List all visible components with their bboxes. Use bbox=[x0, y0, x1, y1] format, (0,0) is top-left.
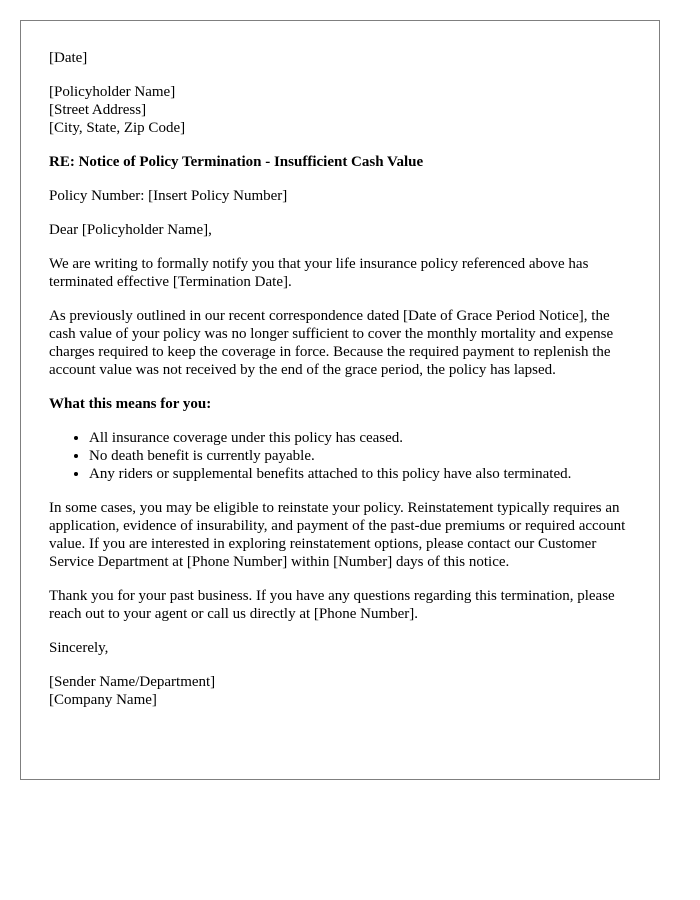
consequences-list bbox=[49, 429, 631, 483]
letter-date: [Date] bbox=[49, 50, 88, 66]
letter-document bbox=[20, 20, 660, 780]
list-item: • Any riders or supplemental benefits attached to this policy have also terminated. bbox=[89, 465, 631, 483]
closing-paragraph: Thank you for your past business. If you have any questions regarding this termination, please reach out to your agent or call us directly at [Phone Number]. bbox=[49, 588, 615, 622]
recipient-name: [Policyholder Name] bbox=[49, 84, 176, 100]
salutation: Dear [Policyholder Name], bbox=[49, 222, 212, 238]
list-item: • All insurance coverage under this policy has ceased. bbox=[89, 429, 631, 447]
company-name: [Company Name] bbox=[49, 692, 157, 708]
reinstatement-paragraph: In some cases, you may be eligible to reinstate your policy. Reinstatement typically requires an application, evidence of insurability, and payment of the past-due premiums or required account value. If you are interested in exploring reinstatement options, please contact our Customer Service Department at [Phone Number] within [Number] days of this notice. bbox=[49, 500, 626, 570]
explanation-paragraph: As previously outlined in our recent correspondence dated [Date of Grace Period Notice], the cash value of your policy was no longer sufficient to cover the monthly mortality and expense charges required to keep the coverage in force. Because the required payment to replenish the account value was not received by the end of the grace period, the policy has lapsed. bbox=[49, 308, 614, 378]
list-item: • No death benefit is currently payable. bbox=[89, 447, 631, 465]
subject-line: RE: Notice of Policy Termination - Insufficient Cash Value bbox=[49, 154, 424, 170]
recipient-city: [City, State, Zip Code] bbox=[49, 120, 186, 136]
recipient-street: [Street Address] bbox=[49, 102, 147, 118]
section-heading: What this means for you: bbox=[49, 396, 212, 412]
policy-number: Policy Number: [Insert Policy Number] bbox=[49, 188, 288, 204]
recipient-address bbox=[49, 83, 631, 137]
signature-block bbox=[49, 673, 631, 709]
intro-paragraph: We are writing to formally notify you that your life insurance policy referenced above has terminated effective [Termination Date]. bbox=[49, 256, 589, 290]
signoff: Sincerely, bbox=[49, 640, 109, 656]
sender-name: [Sender Name/Department] bbox=[49, 674, 216, 690]
